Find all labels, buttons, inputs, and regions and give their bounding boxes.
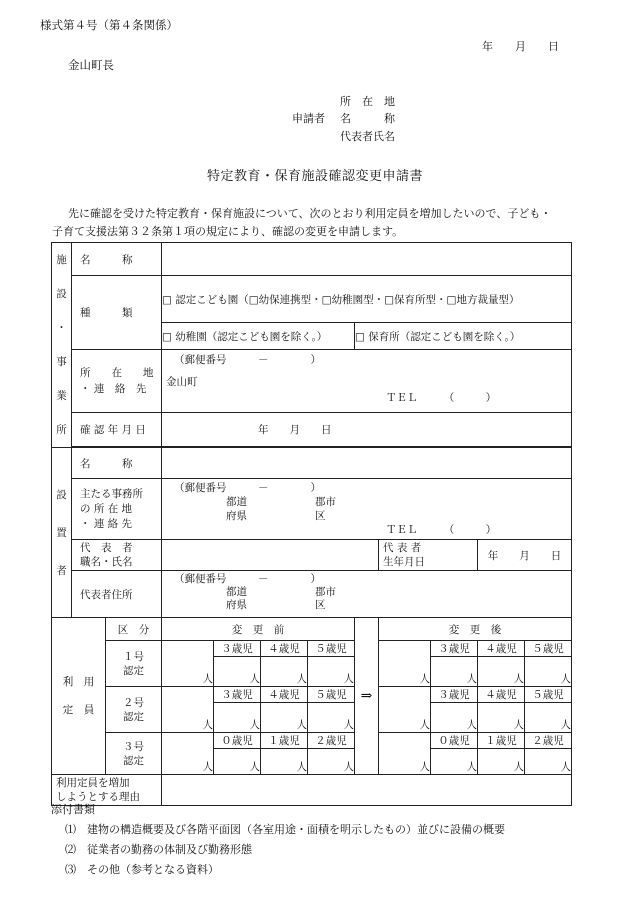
- age-label: ５歳児: [308, 687, 355, 703]
- rep-city-2: 区: [315, 599, 326, 611]
- age-label: ４歳児: [478, 641, 525, 657]
- body-line-1: 先に確認を受けた特定教育・保育施設について、次のとおり利用定員を増加したいので、子ども・: [68, 207, 552, 220]
- founder-rep-addr-field[interactable]: [162, 571, 572, 618]
- founder-office-label-1: 主たる事務所: [80, 487, 143, 500]
- age-label: ４歳児: [261, 687, 308, 703]
- row2-before-total[interactable]: 人: [162, 687, 214, 733]
- facility-postal: （郵便番号 － ）: [174, 354, 321, 366]
- facility-char: 業: [56, 390, 67, 402]
- row1-before-total[interactable]: 人: [162, 641, 214, 687]
- person-cell[interactable]: 人: [214, 703, 261, 733]
- facility-town: 金山町: [166, 376, 198, 388]
- founder-section-label: [52, 448, 72, 618]
- age-label: ３歳児: [431, 641, 478, 657]
- row1-label: [106, 641, 162, 687]
- facility-char: 施: [56, 254, 67, 266]
- facility-address-field[interactable]: [162, 350, 572, 413]
- age-label: ３歳児: [214, 687, 261, 703]
- row3-label: [106, 733, 162, 775]
- facility-address-label-1: 所 在 地: [80, 367, 154, 379]
- capacity-label-2: 定 員: [62, 704, 95, 716]
- founder-office-label-3: ・ 連 絡 先: [80, 517, 133, 530]
- person-cell[interactable]: 人: [261, 749, 308, 775]
- founder-office-field[interactable]: [162, 479, 572, 540]
- facility-char: ・: [56, 322, 67, 334]
- age-label: ５歳児: [525, 641, 572, 657]
- reason-label-2: しようとする理由: [56, 791, 140, 803]
- person-cell[interactable]: 人: [214, 657, 261, 687]
- date-month: 月: [515, 40, 526, 53]
- age-label: ３歳児: [214, 641, 261, 657]
- founder-birth-label-1: 代 表 者: [383, 542, 422, 554]
- age-label: ２歳児: [525, 733, 572, 749]
- founder-name-label: 名 称: [72, 448, 162, 479]
- founder-char: 者: [56, 564, 67, 577]
- row2-label: [106, 687, 162, 733]
- rep-postal: （郵便番号 － ）: [174, 573, 321, 585]
- person-cell[interactable]: 人: [478, 703, 525, 733]
- row3-after-total[interactable]: 人: [379, 733, 431, 775]
- applicant-name-label: 名 称: [340, 112, 395, 125]
- row3-label-2: 認定: [123, 754, 144, 767]
- age-label: ５歳児: [308, 641, 355, 657]
- row1-label-2: 認定: [123, 664, 144, 677]
- founder-rep-label: [72, 540, 162, 571]
- body-text: [52, 205, 588, 241]
- attachment-item: ⑵ 従業者の勤務の体制及び勤務形態: [65, 843, 252, 856]
- person-cell[interactable]: 人: [478, 657, 525, 687]
- person-cell[interactable]: 人: [525, 749, 572, 775]
- row2-label-2: 認定: [123, 710, 144, 723]
- person-cell[interactable]: 人: [308, 749, 355, 775]
- founder-office-label-2: の 所 在 地: [80, 502, 133, 515]
- addressee: 金山町長: [68, 58, 114, 72]
- reason-label-1: 利用定員を増加: [56, 777, 130, 789]
- application-table: [51, 242, 572, 806]
- person-cell[interactable]: 人: [525, 657, 572, 687]
- facility-type-label: 種 類: [72, 276, 162, 350]
- date-day: 日: [548, 40, 559, 53]
- facility-name-label: 名 称: [72, 243, 162, 276]
- row3-before-total[interactable]: 人: [162, 733, 214, 775]
- type-option-kodomoen[interactable]: □ 認定こども園（□幼保連携型・□幼稚園型・□保育所型・□地方裁量型）: [162, 276, 572, 323]
- founder-city-2: 区: [315, 510, 326, 522]
- facility-char: 所: [56, 424, 67, 436]
- founder-rep-addr-label: 代表者住所: [72, 571, 162, 618]
- applicant-role-label: 申請者: [292, 112, 325, 125]
- age-label: ０歳児: [431, 733, 478, 749]
- row2-after-total[interactable]: 人: [379, 687, 431, 733]
- applicant-address-label: 所 在 地: [340, 95, 395, 108]
- person-cell[interactable]: 人: [478, 749, 525, 775]
- capacity-label-1: 利 用: [62, 676, 95, 688]
- row2-label-1: ２号: [123, 696, 144, 709]
- arrow-icon: ⇒: [355, 618, 379, 775]
- person-cell[interactable]: 人: [308, 703, 355, 733]
- row3-label-1: ３号: [123, 740, 144, 753]
- attachment-item: ⑶ その他（参考となる資料）: [65, 863, 219, 876]
- attachments-heading: 添付書類: [51, 803, 95, 816]
- after-header: 変 更 後: [379, 618, 572, 641]
- type-option-yochien[interactable]: □ 幼稚園（認定こども園を除く。）: [162, 323, 355, 350]
- founder-city-1: 郡市: [315, 496, 336, 508]
- founder-char: 置: [56, 526, 67, 539]
- rep-pref-1: 都道: [226, 586, 247, 598]
- confirm-date-field[interactable]: 年 月 日: [162, 413, 572, 447]
- founder-birth-field[interactable]: 年 月 日: [478, 540, 572, 571]
- founder-pref-1: 都道: [226, 496, 247, 508]
- person-cell[interactable]: 人: [214, 749, 261, 775]
- applicant-rep-label: 代表者氏名: [340, 130, 395, 143]
- founder-pref-row-2: [166, 509, 567, 523]
- founder-birth-label-2: 生年月日: [383, 556, 425, 568]
- founder-tel: ＴＥＬ （ ）: [386, 524, 497, 536]
- founder-postal: （郵便番号 － ）: [174, 482, 321, 494]
- age-label: ２歳児: [308, 733, 355, 749]
- rep-city-1: 郡市: [315, 586, 336, 598]
- founder-rep-field[interactable]: [162, 540, 379, 571]
- before-header: 変 更 前: [162, 618, 355, 641]
- age-label: ４歳児: [261, 641, 308, 657]
- founder-birth-label: [379, 540, 478, 571]
- founder-office-label: [72, 479, 162, 540]
- age-label: ０歳児: [214, 733, 261, 749]
- attachment-item: ⑴ 建物の構造概要及び各階平面図（各室用途・面積を明示したもの）並びに設備の概要: [65, 823, 505, 836]
- founder-rep-label-1: 代 表 者: [80, 542, 133, 554]
- row1-after-total[interactable]: 人: [379, 641, 431, 687]
- person-cell[interactable]: 人: [525, 703, 572, 733]
- age-label: ３歳児: [431, 687, 478, 703]
- person-cell[interactable]: 人: [431, 749, 478, 775]
- person-cell[interactable]: 人: [431, 703, 478, 733]
- person-cell[interactable]: 人: [308, 657, 355, 687]
- form-number: 様式第４号（第４条関係）: [40, 18, 178, 32]
- facility-address-label-2: ・ 連 絡 先: [80, 383, 147, 395]
- facility-name-field[interactable]: [162, 243, 572, 276]
- rep-pref-row-2: [166, 599, 567, 612]
- founder-pref-row-1: [166, 495, 567, 509]
- founder-char: 設: [56, 488, 67, 501]
- person-cell[interactable]: 人: [261, 703, 308, 733]
- facility-tel: ＴＥＬ （ ）: [386, 392, 497, 404]
- row1-label-1: １号: [123, 650, 144, 663]
- confirm-date-label: 確 認 年 月 日: [72, 413, 162, 447]
- founder-pref-2: 府県: [226, 510, 247, 522]
- kubun-header: 区 分: [106, 618, 162, 641]
- page-title: 特定教育・保育施設確認変更申請書: [206, 169, 423, 184]
- date-top: [482, 38, 559, 54]
- rep-pref-row-1: [166, 586, 567, 599]
- founder-name-field[interactable]: [162, 448, 572, 479]
- age-label: １歳児: [261, 733, 308, 749]
- age-label: ５歳児: [525, 687, 572, 703]
- facility-char: 事: [56, 356, 67, 368]
- facility-section-label: [52, 243, 72, 448]
- age-label: １歳児: [478, 733, 525, 749]
- person-cell[interactable]: 人: [261, 657, 308, 687]
- person-cell[interactable]: 人: [431, 657, 478, 687]
- facility-address-label: [72, 350, 162, 413]
- body-line-2: 子育て支援法第３２条第１項の規定により、確認の変更を申請します。: [52, 225, 404, 238]
- facility-char: 設: [56, 288, 67, 300]
- attachments: [51, 800, 505, 880]
- capacity-section-label: [52, 618, 106, 775]
- founder-rep-label-2: 職名・氏名: [80, 556, 133, 568]
- rep-pref-2: 府県: [226, 599, 247, 611]
- type-option-hoikusho[interactable]: □ 保育所（認定こども園を除く。）: [355, 323, 572, 350]
- age-label: ４歳児: [478, 687, 525, 703]
- date-year: 年: [482, 40, 493, 53]
